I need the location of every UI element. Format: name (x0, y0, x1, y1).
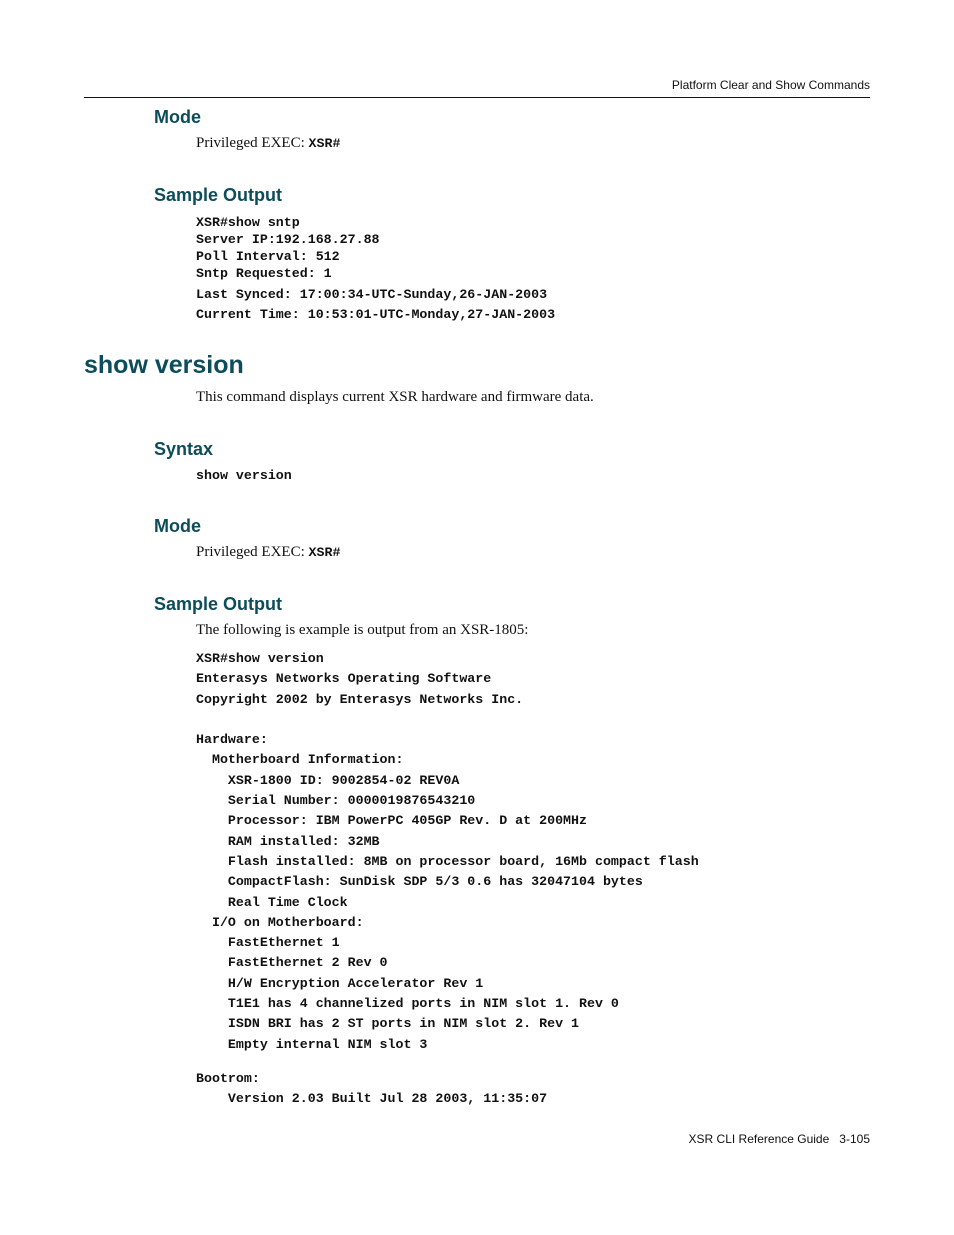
mode-label: Privileged EXEC: (196, 544, 309, 560)
mode-heading-2: Mode (154, 516, 201, 536)
code-line: Hardware: (196, 732, 268, 748)
syntax-command: show version (196, 468, 292, 483)
sample-intro: The following is example is output from an XSR-1805: (196, 622, 529, 638)
running-header: Platform Clear and Show Commands (671, 78, 870, 92)
code-line: Motherboard Information: (196, 752, 404, 768)
mode-prompt: XSR# (308, 545, 341, 560)
version-code-block (196, 649, 699, 1110)
code-line: I/O on Motherboard: (196, 914, 364, 930)
page-footer (689, 1132, 870, 1146)
code-line: Copyright 2002 by Enterasys Networks Inc. (196, 691, 524, 707)
code-line: Processor: IBM PowerPC 405GP Rev. D at 200MHz (196, 813, 587, 829)
syntax-heading: Syntax (154, 439, 214, 459)
code-line: Flash installed: 8MB on processor board, 16Mb compact flash (196, 853, 699, 869)
mode-heading: Mode (154, 107, 201, 127)
code-line: XSR#show sntp (196, 215, 300, 230)
code-line (196, 710, 699, 730)
code-line: CompactFlash: SunDisk SDP 5/3 0.6 has 32047104 bytes (196, 874, 643, 890)
mode-text (196, 135, 340, 152)
code-line: Enterasys Networks Operating Software (196, 671, 492, 687)
code-line: XSR-1800 ID: 9002854-02 REV0A (196, 772, 460, 788)
code-line: XSR#show version (196, 651, 324, 666)
page-number: 3-105 (839, 1132, 870, 1146)
code-line: FastEthernet 1 (196, 935, 340, 951)
code-line: Sntp Requested: 1 (196, 266, 332, 281)
code-line: RAM installed: 32MB (196, 833, 380, 849)
code-line: ISDN BRI has 2 ST ports in NIM slot 2. Rev 1 (196, 1016, 580, 1032)
code-line: H/W Encryption Accelerator Rev 1 (196, 975, 484, 991)
code-line: Real Time Clock (196, 894, 348, 910)
mode-prompt: XSR# (308, 136, 341, 151)
sntp-code-block (196, 214, 555, 323)
header-rule (84, 97, 870, 98)
mode-text-2 (196, 544, 340, 561)
code-line: Poll Interval: 512 (196, 249, 340, 264)
code-line: T1E1 has 4 channelized ports in NIM slot 1. Rev 0 (196, 996, 619, 1012)
code-line: Last Synced: 17:00:34-UTC-Sunday,26-JAN-2003 (196, 287, 548, 302)
mode-label: Privileged EXEC: (196, 135, 309, 151)
code-line: Serial Number: 0000019876543210 (196, 793, 476, 809)
footer-guide-title: XSR CLI Reference Guide (688, 1132, 830, 1146)
section-description: This command displays current XSR hardware and firmware data. (196, 389, 594, 405)
code-line: FastEthernet 2 Rev 0 (196, 955, 388, 971)
code-line: Server IP:192.168.27.88 (196, 232, 380, 247)
code-line: Empty internal NIM slot 3 (196, 1036, 428, 1052)
section-title: show version (84, 351, 244, 379)
code-line: Bootrom: (196, 1070, 260, 1086)
code-line: Version 2.03 Built Jul 28 2003, 11:35:07 (196, 1091, 548, 1107)
sample-output-heading: Sample Output (154, 185, 283, 205)
sample-output-heading-2: Sample Output (154, 594, 283, 614)
code-line: Current Time: 10:53:01-UTC-Monday,27-JAN-2003 (196, 307, 556, 322)
